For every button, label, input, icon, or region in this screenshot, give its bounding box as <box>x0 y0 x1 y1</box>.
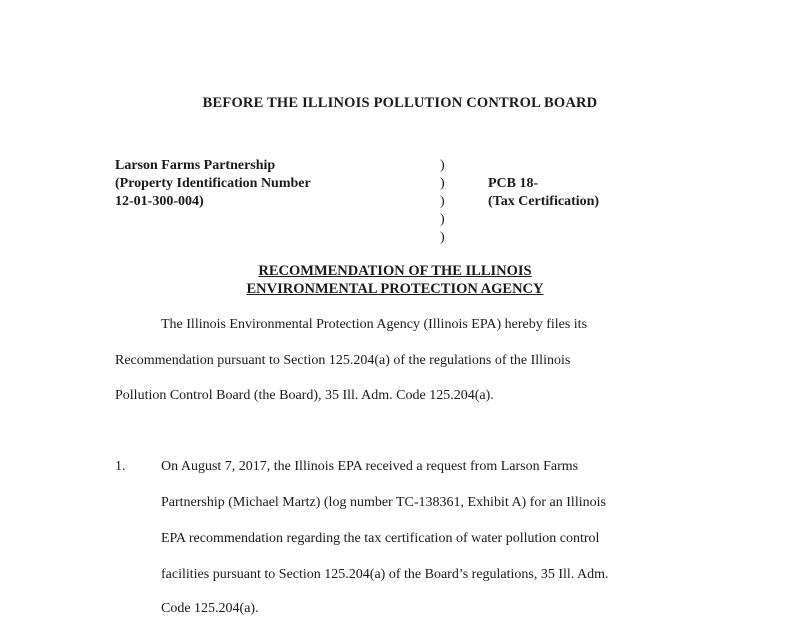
case-number: PCB 18- <box>488 176 539 191</box>
paragraph-line: facilities pursuant to Section 125.204(a) of the Board’s regulations, 35 Ill. Adm. <box>161 567 609 582</box>
paren: ) <box>440 194 445 209</box>
petitioner-caption <box>115 157 311 211</box>
paren: ) <box>440 176 445 191</box>
paren: ) <box>440 158 445 173</box>
case-type: (Tax Certification) <box>488 194 600 209</box>
case-caption <box>488 175 599 211</box>
paragraph-line: EPA recommendation regarding the tax certification of water pollution control <box>161 531 600 546</box>
paragraph-line: On August 7, 2017, the Illinois EPA received a request from Larson Farms <box>161 459 579 474</box>
paren: ) <box>440 212 445 227</box>
caption-parentheses <box>440 157 445 247</box>
intro-line: Pollution Control Board (the Board), 35 Ill. Adm. Code 125.204(a). <box>115 388 494 403</box>
paragraph-number: 1. <box>115 459 126 474</box>
paren: ) <box>440 230 445 245</box>
petitioner-line: Larson Farms Partnership <box>115 158 276 173</box>
intro-line: The Illinois Environmental Protection Agency (Illinois EPA) hereby files its <box>161 317 588 332</box>
petitioner-line: 12-01-300-004) <box>115 194 204 209</box>
title-line-2: ENVIRONMENTAL PROTECTION AGENCY <box>246 281 544 297</box>
intro-line: Recommendation pursuant to Section 125.204(a) of the regulations of the Illinois <box>115 353 571 368</box>
paragraph-line: Code 125.204(a). <box>161 601 259 616</box>
title-line-1: RECOMMENDATION OF THE ILLINOIS <box>258 263 532 279</box>
document-title <box>0 262 790 298</box>
board-heading: BEFORE THE ILLINOIS POLLUTION CONTROL BOARD <box>202 95 598 111</box>
petitioner-line: (Property Identification Number <box>115 176 311 191</box>
paragraph-line: Partnership (Michael Martz) (log number TC-138361, Exhibit A) for an Illinois <box>161 495 606 510</box>
